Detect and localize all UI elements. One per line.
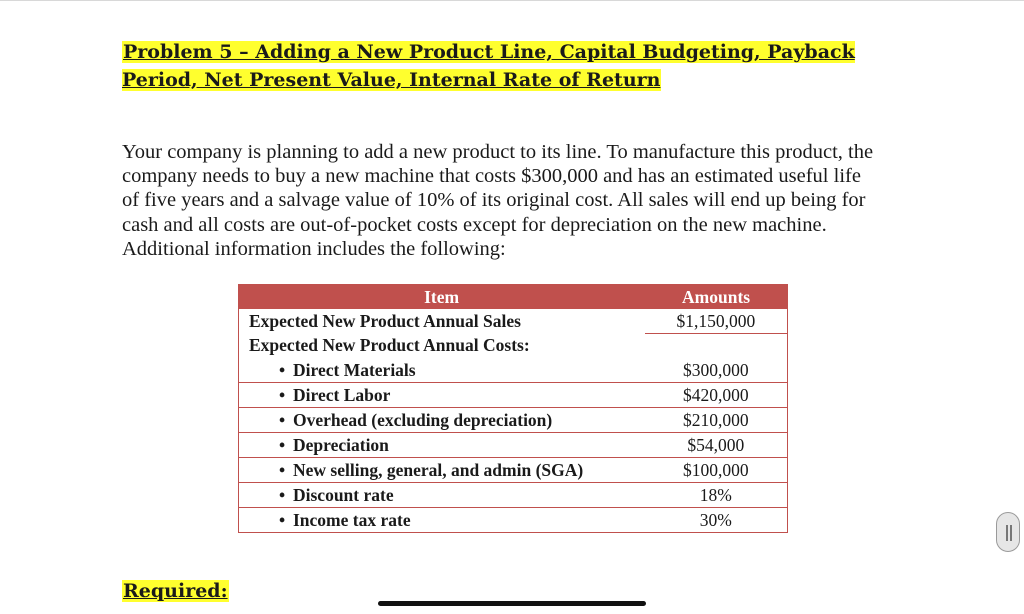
table-row [239, 408, 787, 433]
row-amount: $300,000 [645, 358, 787, 383]
table-row [239, 358, 787, 383]
row-amount: $420,000 [645, 383, 787, 408]
row-amount: $54,000 [645, 433, 787, 458]
title-highlight: Problem 5 – Adding a New Product Line, Capital Budgeting, Payback Period, Net Present Value, Internal Rate of Return [122, 41, 855, 91]
bullet-icon: • [279, 484, 286, 505]
bullet-icon: • [279, 509, 286, 530]
table-row [239, 334, 787, 359]
bullet-icon: • [279, 434, 286, 455]
row-label: Income tax rate [293, 509, 411, 530]
row-label: Direct Labor [293, 384, 391, 405]
table-row [239, 508, 787, 533]
amount-column-header: Amounts [645, 285, 787, 309]
row-label: Discount rate [293, 484, 394, 505]
row-label: Direct Materials [293, 359, 416, 380]
row-label: Overhead (excluding depreciation) [293, 409, 553, 430]
row-amount: 18% [645, 483, 787, 508]
bullet-icon: • [279, 459, 286, 480]
row-label: Expected New Product Annual Sales [249, 310, 521, 331]
row-label: New selling, general, and admin (SGA) [293, 459, 584, 480]
bullet-icon: • [279, 409, 286, 430]
row-amount: $210,000 [645, 408, 787, 433]
table-row [239, 433, 787, 458]
required-highlight: Required: [123, 580, 228, 602]
row-amount: $1,150,000 [645, 309, 787, 334]
info-table [238, 284, 788, 533]
row-label: Expected New Product Annual Costs: [249, 335, 530, 356]
table-row [239, 483, 787, 508]
bullet-icon: • [279, 359, 286, 380]
table-row [239, 309, 787, 334]
table-row [239, 383, 787, 408]
table-row [239, 458, 787, 483]
home-indicator[interactable] [378, 601, 646, 606]
row-amount: $100,000 [645, 458, 787, 483]
row-label: Depreciation [293, 434, 389, 455]
row-amount: 30% [645, 508, 787, 533]
required-heading [122, 580, 229, 602]
bullet-icon: • [279, 384, 286, 405]
problem-title [122, 38, 882, 94]
table-header-row [239, 285, 787, 309]
item-column-header: Item [239, 285, 645, 309]
scroll-handle[interactable] [996, 512, 1020, 552]
row-amount [645, 334, 787, 359]
top-divider [0, 0, 1024, 1]
problem-description: Your company is planning to add a new product to its line. To manufacture this product, the company needs to buy a new machine that costs $300,000 and has an estimated useful life of five years and a salvage value of 10% of its original cost. All sales will end up being for cash and all costs are out-of-pocket costs except for depreciation on the new machine. Additional information includes the following: [122, 141, 874, 260]
